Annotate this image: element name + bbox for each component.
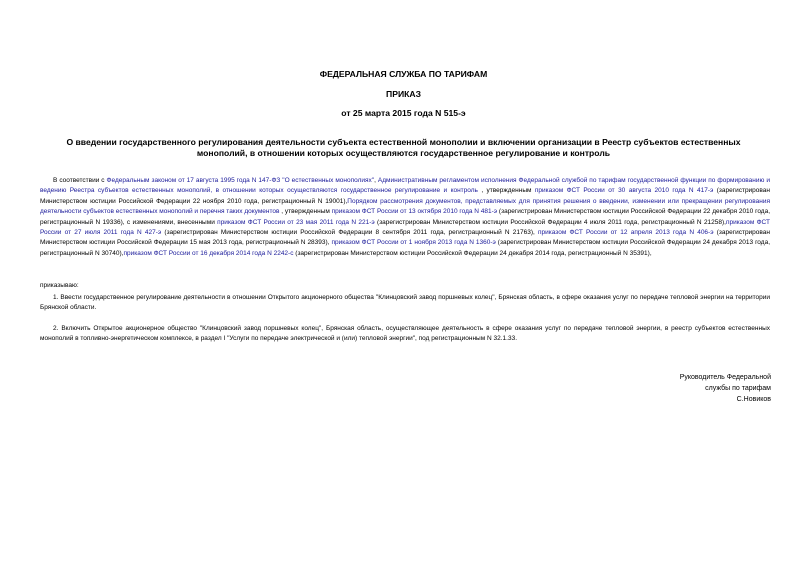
preamble-text: (зарегистрирован Министерством юстиции Российской Федерации 4 июля 2011 года, регистрационный N 21258), <box>374 218 726 226</box>
preamble-text: (зарегистрирован Министерством юстиции Российской Федерации 8 сентября 2011 года, регистрационный N 21763), <box>161 229 538 237</box>
document-title: О введении государственного регулирования деятельности субъекта естественной монополии и включении организации в Реестр субъектов естественных монополий, в отношении которых осуществляются государственное регулирование и контроль <box>66 137 741 158</box>
order-item-1: 1. Ввести государственное регулирование деятельности в отношении Открытого акционерного общества "Клинцовский завод поршневых колец", Брянская область, в сфере оказания услуг по передаче тепловой энергии на территории Брянской области. <box>40 294 770 312</box>
preamble-text: , утвержденным <box>279 208 332 216</box>
preamble-text: , <box>374 177 378 184</box>
preamble-text: (зарегистрирован Министерством юстиции Российской Федерации 22 декабря 2010 года, регистрационный N 19336), с изменениями, внесенными <box>40 208 771 226</box>
reference-link[interactable]: приказом ФСТ России от 12 апреля 2013 года N 406-э <box>538 229 714 237</box>
signature-line-1: Руководитель Федеральной <box>679 374 771 381</box>
reference-link[interactable]: приказом ФСТ России от 30 августа 2010 года N 417-э <box>534 187 714 195</box>
preamble-text: (зарегистрирован Министерством юстиции Российской Федерации 24 декабря 2014 года, регистрационный N 35391), <box>293 249 652 257</box>
agency-heading: ФЕДЕРАЛЬНАЯ СЛУЖБА ПО ТАРИФАМ <box>319 69 488 79</box>
signature-name: С.Новиков <box>736 396 771 403</box>
reference-link[interactable]: приказом ФСТ России от 16 декабря 2014 года N 2242-с <box>123 249 294 257</box>
preamble-text: , утвержденным <box>477 187 535 195</box>
reference-link[interactable]: приказом ФСТ России от 13 октября 2010 года N 481-э <box>331 208 498 216</box>
signature-block <box>680 372 771 405</box>
preamble-text: (зарегистрирован Министерством юстиции Российской Федерации 15 мая 2013 года, регистрационный N 28393), <box>40 229 770 247</box>
preamble-text: (зарегистрирован Министерством юстиции Российской Федерации 22 ноября 2010 года, регистрационный N 19001), <box>40 187 770 205</box>
preamble-paragraph <box>40 176 770 259</box>
reference-link[interactable]: приказом ФСТ России от 23 мая 2011 года N 221-э <box>217 218 375 226</box>
doc-type-heading: ПРИКАЗ <box>386 89 421 99</box>
reference-link[interactable]: Порядком рассмотрения документов, представляемых для принятия решения о введении, изменении или прекращении регулирования деятельности субъектов естественных монополий и перечня таких документов <box>40 197 770 216</box>
order-word: приказываю: <box>40 282 79 289</box>
date-number-heading: от 25 марта 2015 года N 515-э <box>341 108 466 118</box>
preamble-text: (зарегистрирован Министерством юстиции Российской Федерации 24 декабря 2013 года, регистрационный N 30740), <box>40 239 770 257</box>
order-item-2: 2. Включить Открытое акционерное общество "Клинцовский завод поршневых колец", Брянская область, осуществляющее деятельность в сфере оказания услуг по передаче тепловой энергии, в реестр субъектов естественных монополий в топливно-энергетическом комплексе, в раздел I "Услуги по передаче электрической и (или) тепловой энергии", под регистрационным N 32.1.33. <box>40 325 770 343</box>
preamble-text: В соответствии с <box>53 177 107 184</box>
signature-line-2: службы по тарифам <box>705 385 771 392</box>
reference-link[interactable]: Федеральным законом от 17 августа 1995 года N 147-ФЗ "О естественных монополиях" <box>106 177 375 184</box>
reference-link[interactable]: Административным регламентом исполнения Федеральной службой по тарифам государственной функции по формированию и ведению Реестра субъектов естественных монополий, в отношении которых осуществляются государственное регулирование и контроль <box>40 177 771 195</box>
reference-link[interactable]: приказом ФСТ России от 27 июля 2011 года N 427-э <box>40 218 771 237</box>
reference-link[interactable]: приказом ФСТ России от 1 ноября 2013 года N 1360-э <box>331 239 496 247</box>
